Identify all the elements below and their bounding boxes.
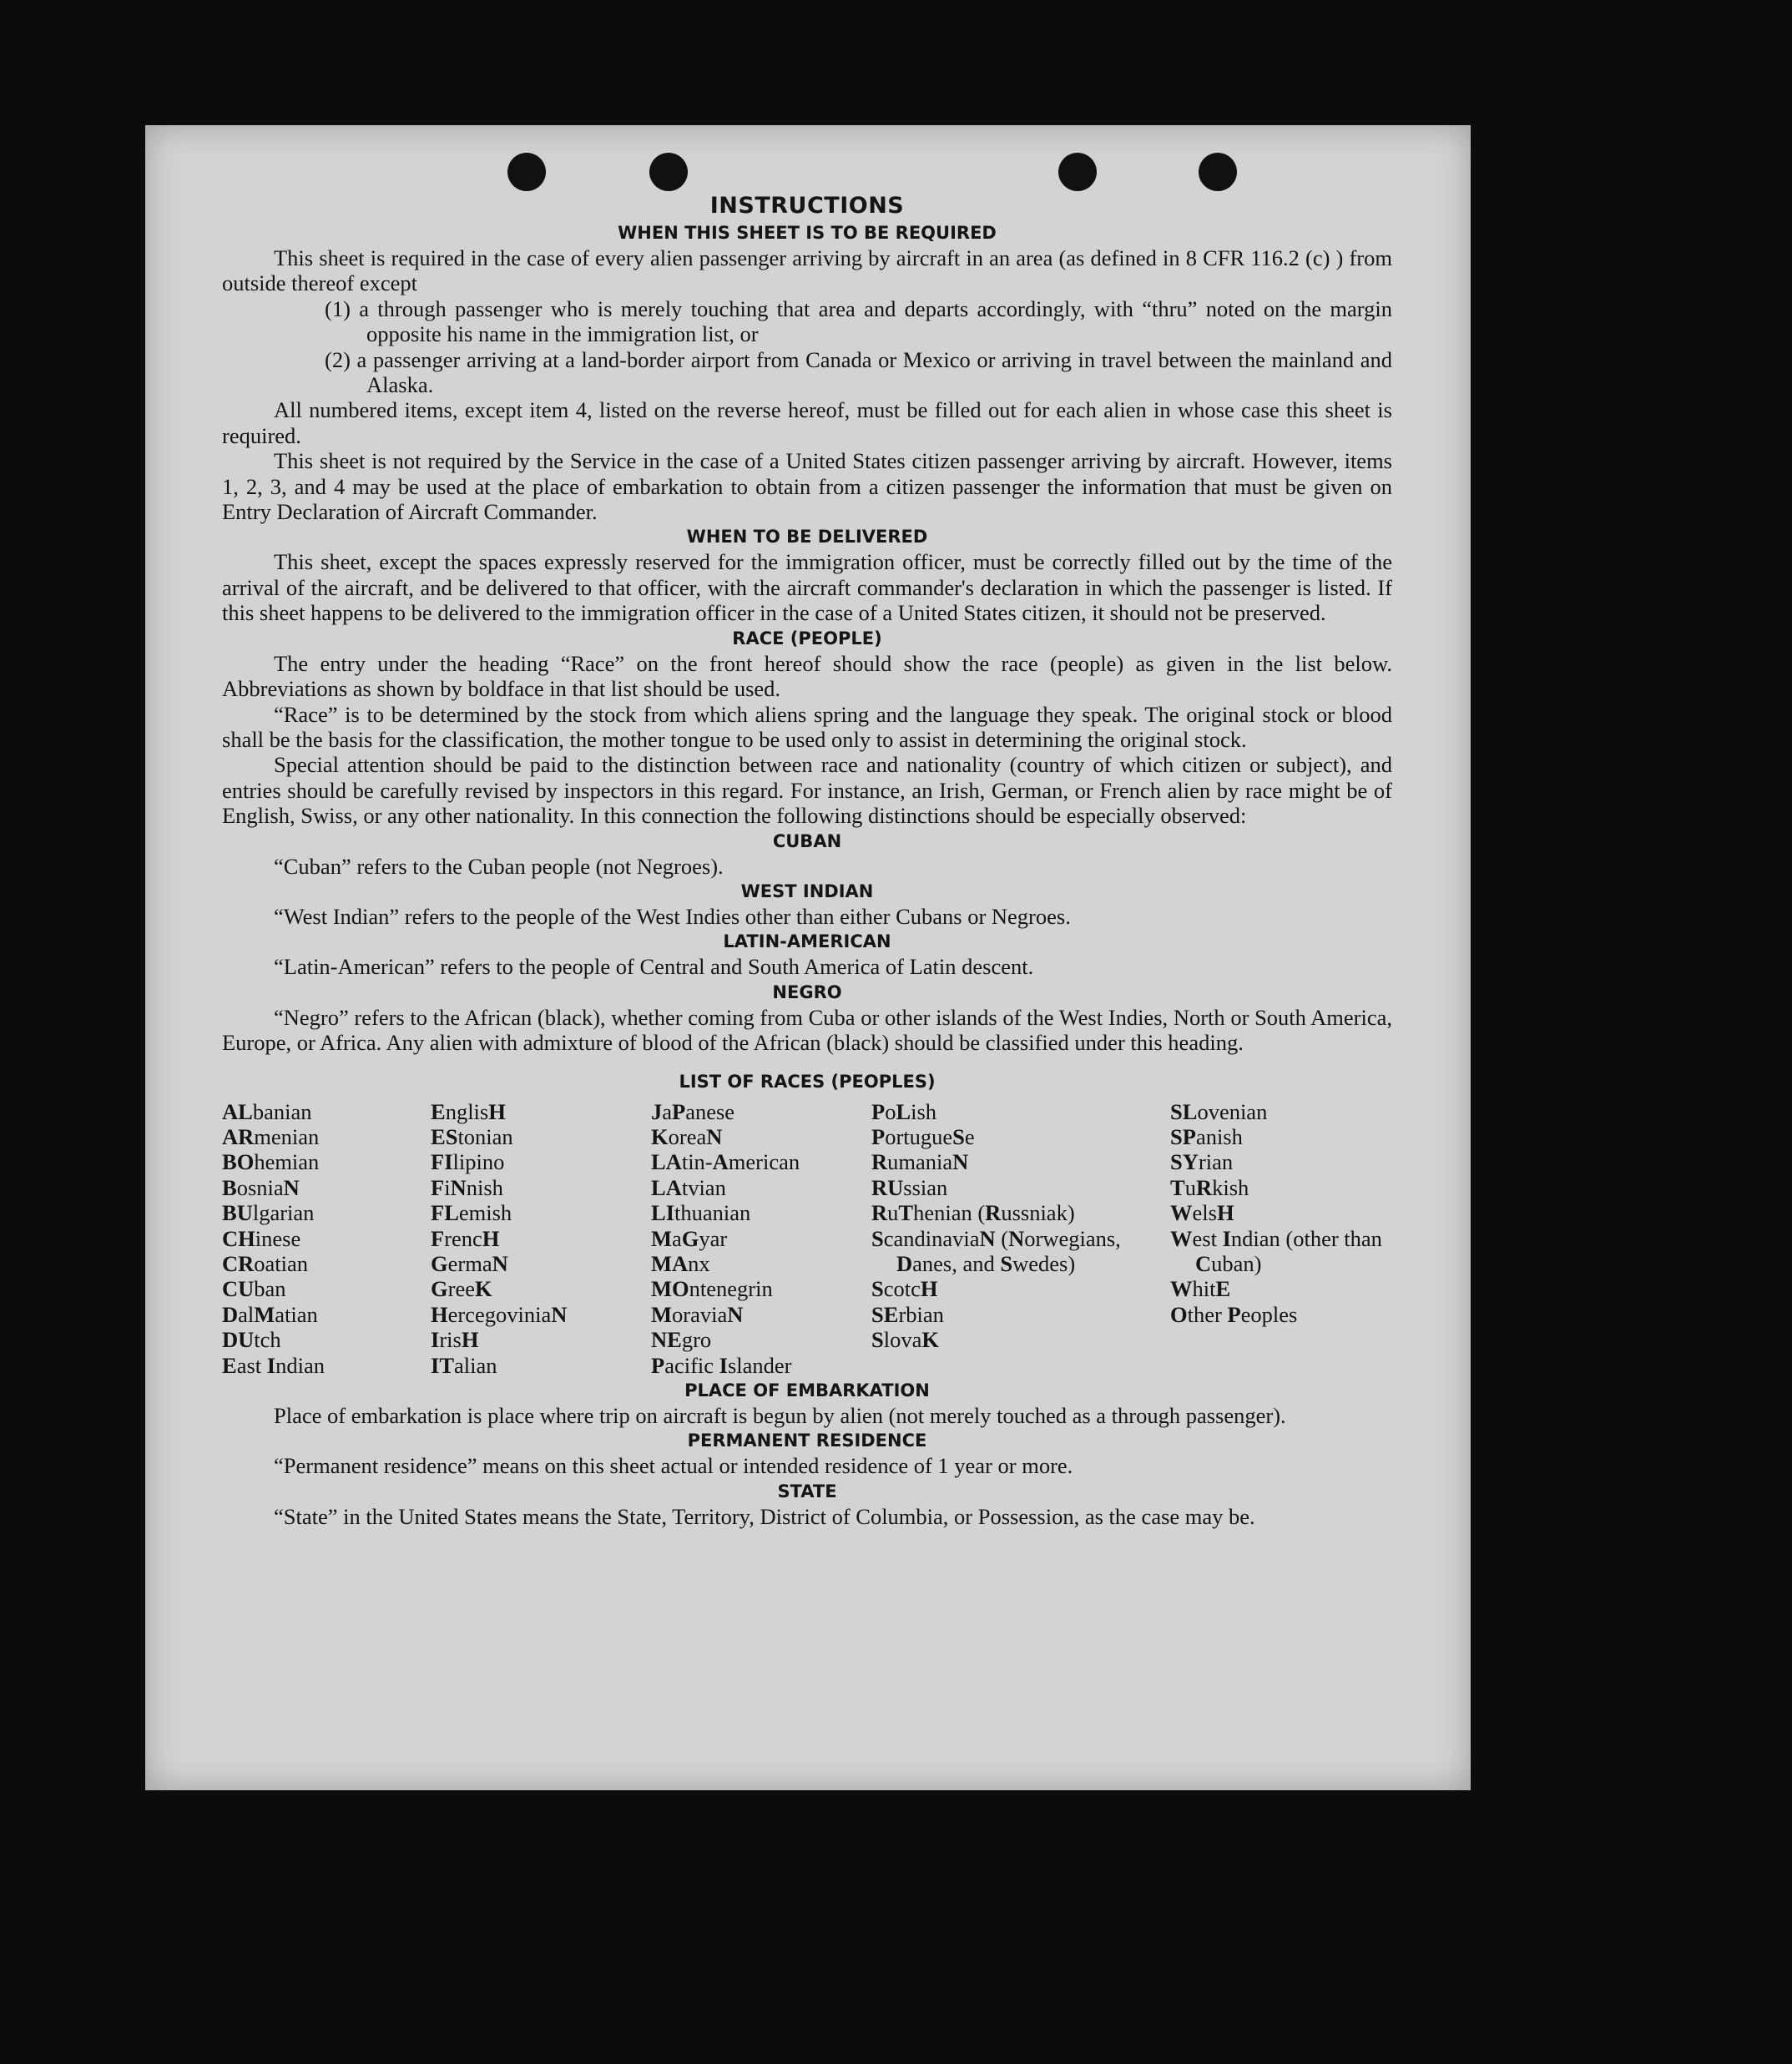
race-entry: FIlipino bbox=[431, 1149, 505, 1175]
race-entry: PoLish bbox=[871, 1098, 937, 1124]
race-entry: BUlgarian bbox=[222, 1200, 315, 1226]
race-entry: ITalian bbox=[431, 1352, 497, 1378]
race-entry: HercegoviniaN bbox=[431, 1301, 568, 1327]
race-entry: FiNnish bbox=[431, 1174, 503, 1200]
paragraph: This sheet is not required by the Service in the case of a United States citizen passenger arriving by aircraft. However, items 1, 2, 3, and 4 may be used at the place of embarkation to obtain from a citizen passenger the information that must be given on Entry Declaration of Aircraft Commander. bbox=[222, 448, 1392, 525]
race-entry: FLemish bbox=[431, 1200, 512, 1226]
race-entry: SErbian bbox=[871, 1301, 944, 1327]
paragraph: This sheet is required in the case of every alien passenger arriving by aircraft in an area (as defined in 8 CFR 116.2 (c) ) from outside thereof except bbox=[222, 245, 1392, 296]
race-entry: GermaN bbox=[431, 1251, 508, 1276]
section-heading: WHEN TO BE DELIVERED bbox=[686, 527, 928, 548]
race-column bbox=[651, 1099, 871, 1378]
race-entry: MOntenegrin bbox=[651, 1276, 773, 1302]
race-entry: LAtin-American bbox=[651, 1149, 800, 1175]
race-entry: ScotcH bbox=[871, 1276, 938, 1302]
punch-hole bbox=[507, 153, 546, 191]
list-item: (1) a through passenger who is merely touching that area and departs accordingly, with “thru” noted on the margin opposite his name in the immigration list, or bbox=[325, 295, 1392, 347]
race-entry: LAtvian bbox=[651, 1174, 726, 1200]
race-entry: ScandinaviaN (Norwegians, Danes, and Swedes) bbox=[871, 1225, 1121, 1276]
definition-heading: NEGRO bbox=[772, 982, 842, 1002]
race-entry: MaGyar bbox=[651, 1225, 728, 1251]
paragraph: All numbered items, except item 4, listed on the reverse hereof, must be filled out for each alien in whose case this sheet is required. bbox=[222, 397, 1392, 448]
list-item: (2) a passenger arriving at a land-border airport from Canada or Mexico or arriving in travel between the mainland and Alaska. bbox=[325, 346, 1392, 398]
paragraph: “State” in the United States means the State, Territory, District of Columbia, or Possession, as the case may be. bbox=[274, 1503, 1255, 1529]
race-entry: PortugueSe bbox=[871, 1123, 975, 1149]
document-sheet bbox=[145, 125, 1471, 1790]
race-entry: ARmenian bbox=[222, 1123, 320, 1149]
race-entry: DalMatian bbox=[222, 1301, 318, 1327]
section-heading: RACE (PEOPLE) bbox=[732, 628, 882, 648]
punch-hole bbox=[1058, 153, 1097, 191]
race-entry: NEgro bbox=[651, 1327, 712, 1353]
paragraph: Place of embarkation is place where trip on aircraft is begun by alien (not merely touched as a through passenger). bbox=[274, 1403, 1286, 1429]
race-entry: JaPanese bbox=[651, 1098, 735, 1124]
definition-text: “Cuban” refers to the Cuban people (not Negroes). bbox=[274, 853, 724, 879]
race-entry: CHinese bbox=[222, 1225, 301, 1251]
race-column bbox=[431, 1099, 651, 1378]
paragraph: The entry under the heading “Race” on the front hereof should show the race (people) as given in the list below. Abbreviations as shown by boldface in that list should be used. bbox=[222, 650, 1392, 702]
race-entry: KoreaN bbox=[651, 1123, 723, 1149]
race-entry: FrencH bbox=[431, 1225, 500, 1251]
race-entry: GreeK bbox=[431, 1276, 492, 1302]
race-entry: SYrian bbox=[1170, 1149, 1234, 1175]
race-entry: WelsH bbox=[1170, 1200, 1234, 1226]
race-list bbox=[222, 1099, 1392, 1378]
race-entry: ALbanian bbox=[222, 1098, 312, 1124]
definition-text: “Latin-American” refers to the people of Central and South America of Latin descent. bbox=[274, 954, 1034, 980]
race-entry: BosniaN bbox=[222, 1174, 300, 1200]
section-heading: STATE bbox=[777, 1481, 837, 1501]
section-heading: PERMANENT RESIDENCE bbox=[687, 1431, 927, 1451]
instructions-content bbox=[222, 192, 1392, 1529]
paragraph: “Permanent residence” means on this sheet actual or intended residence of 1 year or more. bbox=[274, 1453, 1073, 1479]
race-entry: SPanish bbox=[1170, 1123, 1243, 1149]
definition-heading: CUBAN bbox=[772, 830, 842, 851]
race-column bbox=[1170, 1099, 1383, 1378]
punch-hole bbox=[649, 153, 688, 191]
race-entry: EnglisH bbox=[431, 1098, 506, 1124]
race-entry: RUssian bbox=[871, 1174, 948, 1200]
race-entry: WhitE bbox=[1170, 1276, 1231, 1302]
races-heading: LIST OF RACES (PEOPLES) bbox=[679, 1071, 936, 1092]
race-entry: CUban bbox=[222, 1276, 286, 1302]
section-heading: WHEN THIS SHEET IS TO BE REQUIRED bbox=[618, 223, 997, 243]
race-entry: CRoatian bbox=[222, 1251, 309, 1276]
race-entry: TuRkish bbox=[1170, 1174, 1249, 1200]
race-entry: RumaniaN bbox=[871, 1149, 969, 1175]
race-entry: Other Peoples bbox=[1170, 1301, 1298, 1327]
race-entry: MAnx bbox=[651, 1251, 710, 1276]
definition-text: “Negro” refers to the African (black), whether coming from Cuba or other islands of the West Indies, North or South America, Europe, or Africa. Any alien with admixture of blood of the African (black) should be classified under this heading. bbox=[222, 1004, 1392, 1056]
race-entry: West Indian (other than Cuban) bbox=[1170, 1225, 1382, 1276]
race-entry: SlovaK bbox=[871, 1327, 939, 1353]
page-title: INSTRUCTIONS bbox=[709, 193, 905, 219]
definition-heading: LATIN-AMERICAN bbox=[723, 931, 891, 952]
race-entry: RuThenian (Russniak) bbox=[871, 1200, 1075, 1226]
race-entry: MoraviaN bbox=[651, 1301, 744, 1327]
paragraph: “Race” is to be determined by the stock from which aliens spring and the language they speak. The original stock or blood shall be the basis for the classification, the mother tongue to be used only to assist in determining the original stock. bbox=[222, 701, 1392, 752]
race-column bbox=[222, 1099, 431, 1378]
definition-text: “West Indian” refers to the people of the West Indies other than either Cubans or Negroes. bbox=[274, 903, 1071, 929]
race-entry: IrisH bbox=[431, 1327, 479, 1353]
race-column bbox=[871, 1099, 1138, 1378]
race-entry: SLovenian bbox=[1170, 1098, 1268, 1124]
definition-heading: WEST INDIAN bbox=[740, 881, 874, 901]
punch-hole bbox=[1199, 153, 1237, 191]
race-entry: DUtch bbox=[222, 1327, 281, 1353]
race-entry: EStonian bbox=[431, 1123, 513, 1149]
section-heading: PLACE OF EMBARKATION bbox=[684, 1380, 930, 1401]
paragraph: This sheet, except the spaces expressly reserved for the immigration officer, must be correctly filled out by the time of the arrival of the aircraft, and be delivered to that officer, with the aircraft commander's declaration in which the passenger is listed. If this sheet happens to be delivered to the immigration officer in the case of a United States citizen, it should not be preserved. bbox=[222, 549, 1392, 626]
paragraph: Special attention should be paid to the distinction between race and nationality (country of which citizen or subject), and entries should be carefully revised by inspectors in this regard. For instance, an Irish, German, or French alien by race might be of English, Swiss, or any other nationality. In this connection the following distinctions should be especially observed: bbox=[222, 752, 1392, 829]
race-entry: LIthuanian bbox=[651, 1200, 751, 1226]
race-entry: BOhemian bbox=[222, 1149, 320, 1175]
race-entry: Pacific Islander bbox=[651, 1352, 792, 1378]
race-entry: East Indian bbox=[222, 1352, 325, 1378]
